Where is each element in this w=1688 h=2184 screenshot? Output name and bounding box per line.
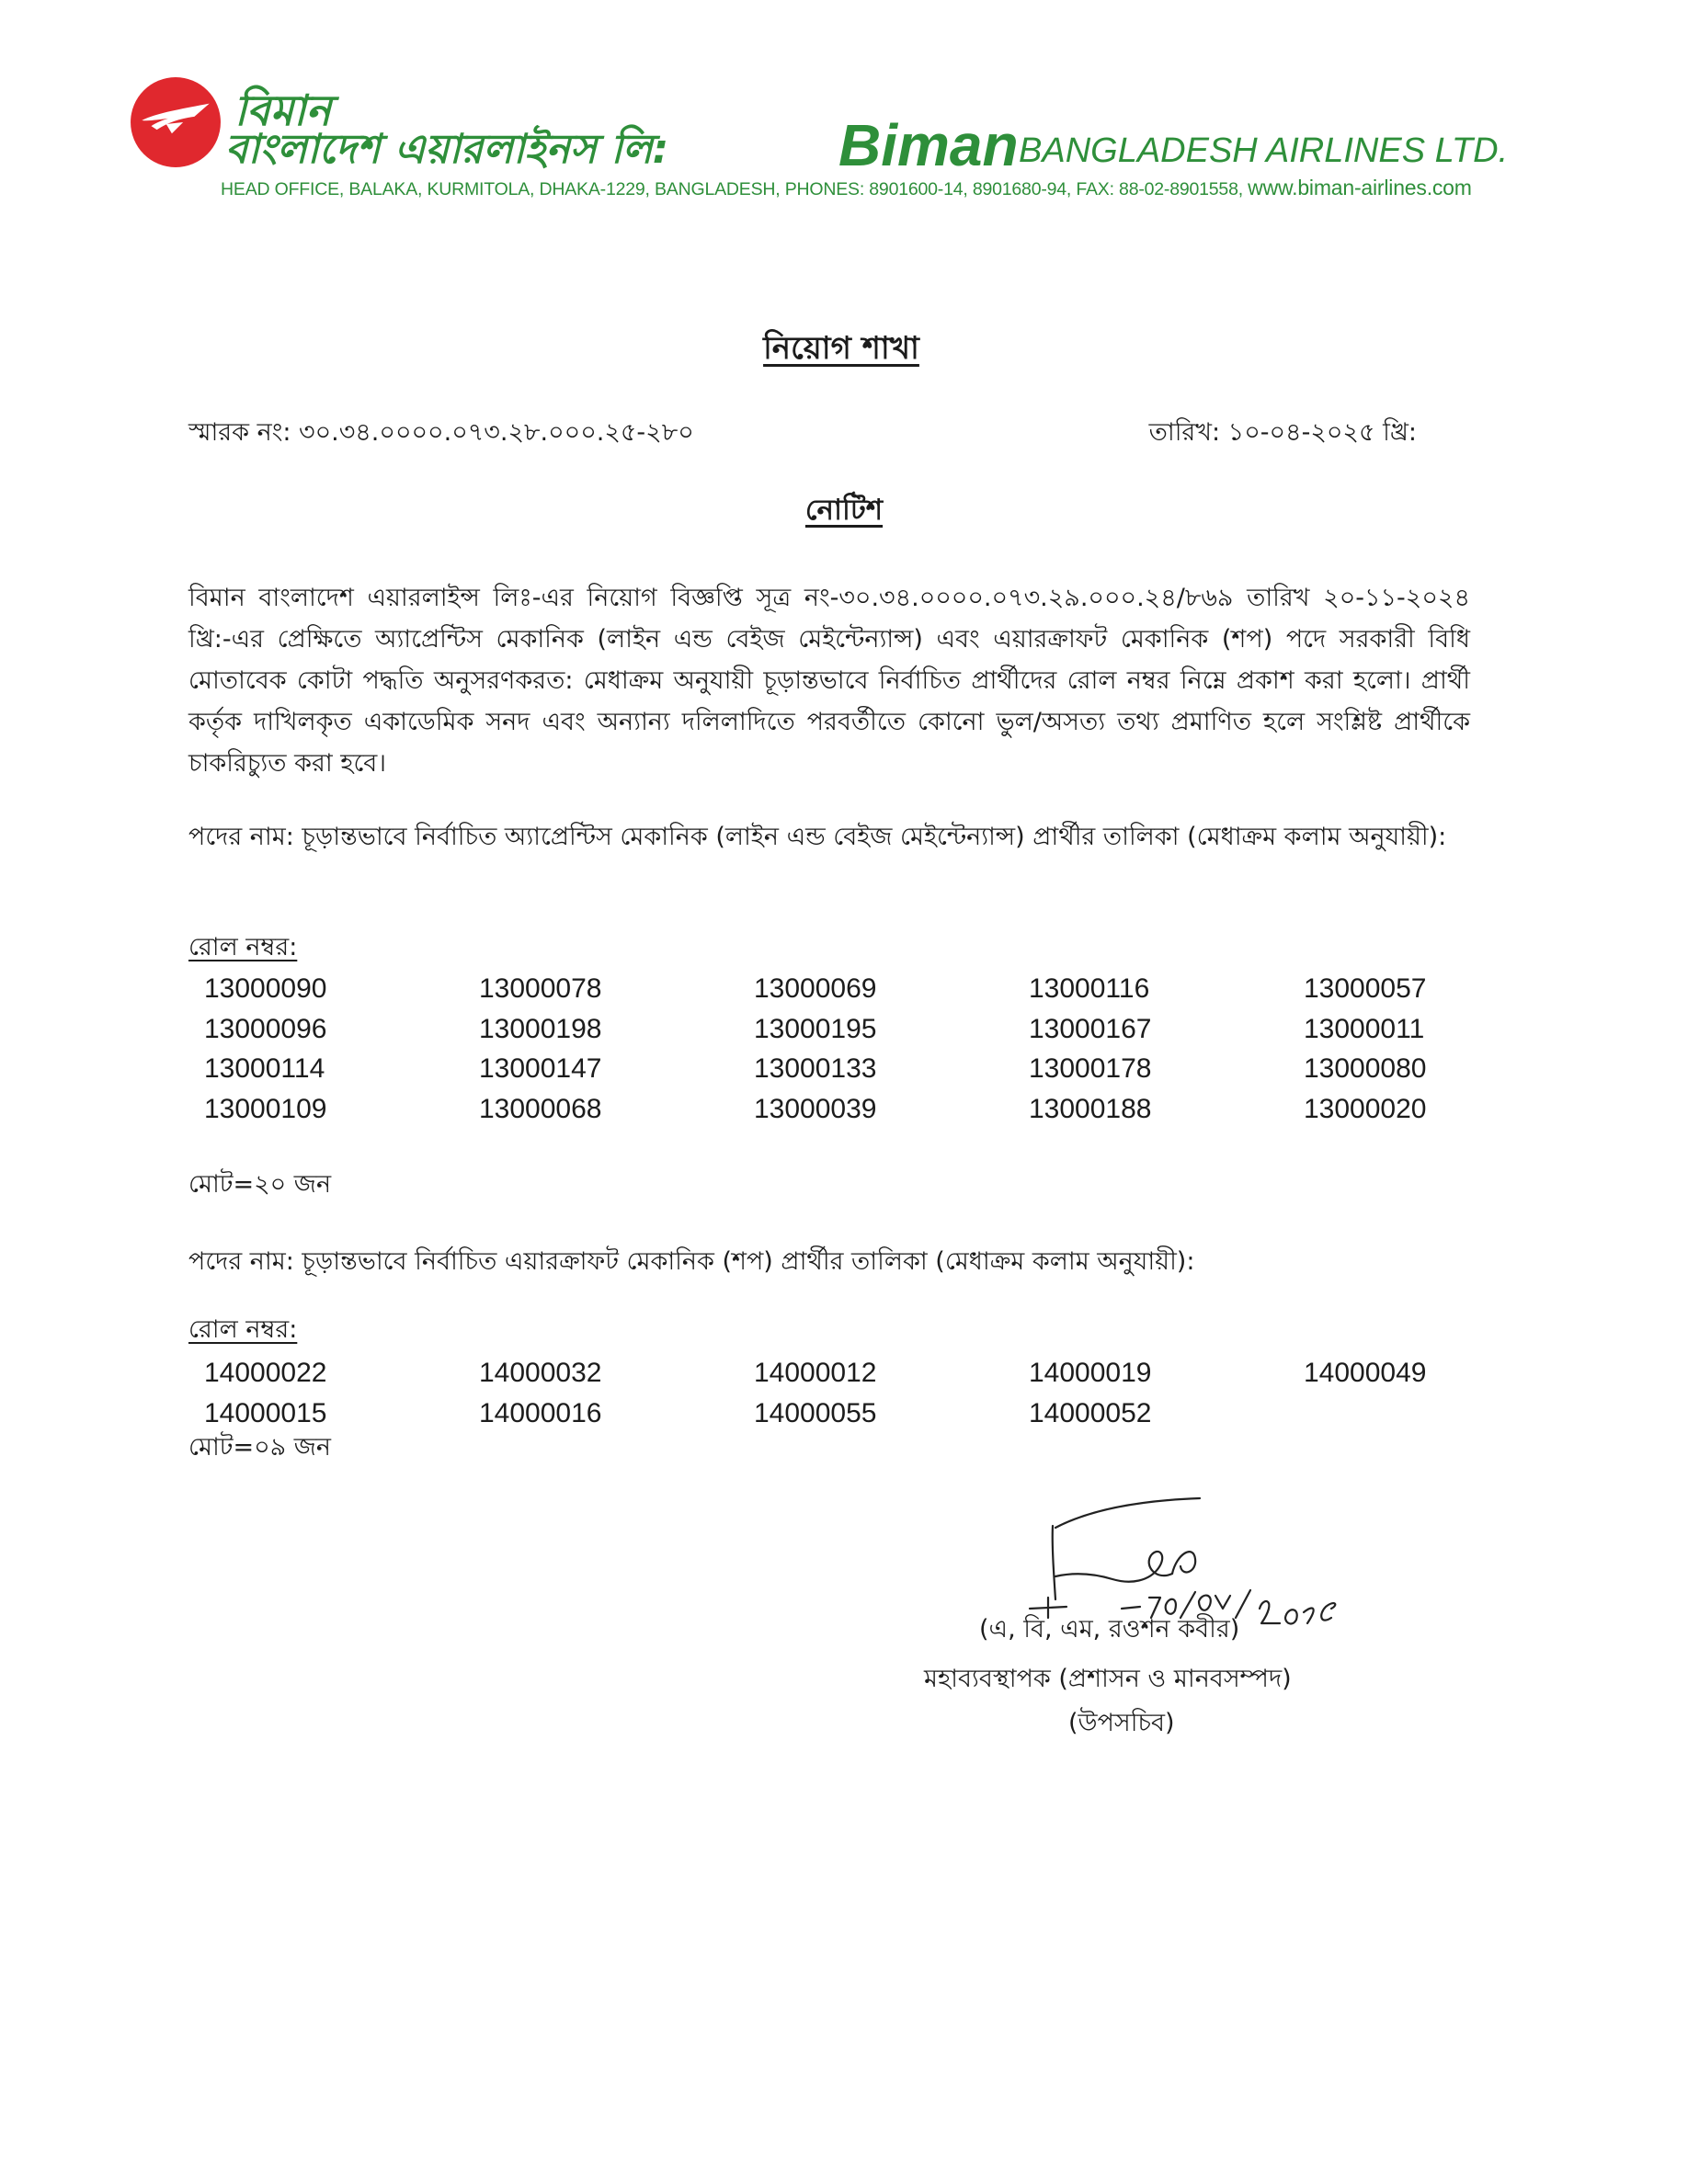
roll-number: 14000012 [754, 1358, 877, 1388]
brand-english-suffix: BANGLADESH AIRLINES LTD. [1019, 131, 1509, 170]
roll-number: 13000039 [754, 1093, 877, 1124]
roll-number: 13000069 [754, 973, 877, 1004]
memo-number: স্মারক নং: ৩০.৩৪.০০০০.০৭৩.২৮.০০০.২৫-২৮০ [188, 418, 694, 447]
roll-number: 14000052 [1029, 1397, 1152, 1428]
roll-number: 13000188 [1029, 1093, 1152, 1124]
brand-bengali-bottom: বাংলাদেশ এয়ারলাইনস লি: [225, 126, 669, 173]
brand-bengali-top: বিমান [234, 85, 332, 135]
roll-number: 13000114 [204, 1053, 325, 1084]
department-title-text: নিয়োগ শাখা [763, 330, 919, 367]
signer-name: (এ, বি, এম, রওশন কবীর) [979, 1615, 1240, 1644]
roll-number: 13000167 [1029, 1013, 1152, 1044]
biman-logo-icon [129, 75, 222, 169]
post-heading-aircraft-mechanic: পদের নাম: চূড়ান্তভাবে নির্বাচিত এয়ারক্রাফট মেকানিক (শপ) প্রার্থীর তালিকা (মেধাক্রম কলাম অনুযায়ী): [188, 1247, 1195, 1276]
roll-number: 13000133 [754, 1053, 877, 1084]
roll-number: 13000011 [1304, 1013, 1425, 1044]
roll-number: 13000020 [1304, 1093, 1427, 1124]
roll-number-label: রোল নম্বর: [188, 933, 298, 961]
signer-rank: (উপসচিব) [1068, 1709, 1175, 1737]
address-text: HEAD OFFICE, BALAKA, KURMITOLA, DHAKA-1229, BANGLADESH, PHONES: 8901600-14, 8901680-94, FAX: 88-02-8901558, [221, 179, 1243, 199]
roll-number: 13000080 [1304, 1053, 1427, 1084]
roll-number: 13000195 [754, 1013, 877, 1044]
roll-number-grid [204, 969, 1579, 1129]
roll-number: 13000090 [204, 973, 327, 1004]
website-link[interactable]: www.biman-airlines.com [1248, 176, 1472, 199]
roll-number: 13000178 [1029, 1053, 1152, 1084]
roll-number: 13000096 [204, 1013, 327, 1044]
notice-body: বিমান বাংলাদেশ এয়ারলাইন্স লিঃ-এর নিয়োগ বিজ্ঞপ্তি সূত্র নং-৩০.৩৪.০০০০.০৭৩.২৯.০০০.২৪/৮৬৯ তারিখ ২০-১১-২০২৪ খ্রি:-এর প্রেক্ষিতে অ্যাপ্রেন্টিস মেকানিক (লাইন এন্ড বেইজ মেইন্টেন্যান্স) এবং এয়ারক্রাফট মেকানিক (শপ) পদে সরকারী বিধি মোতাবেক কোটা পদ্ধতি অনুসরণকরত: মেধাক্রম অনুযায়ী চূড়ান্তভাবে নির্বাচিত প্রার্থীদের রোল নম্বর নিম্নে প্রকাশ করা হলো। প্রার্থী কর্তৃক দাখিলকৃত একাডেমিক সনদ এবং অন্যান্য দলিলাদিতে পরবর্তীতে কোনো ভুল/অসত্য তথ্য প্রমাণিত হলে সংশ্লিষ্ট প্রার্থীকে চাকরিচ্যুত করা হবে। [188, 584, 1470, 778]
roll-number: 13000109 [204, 1093, 327, 1124]
roll-number: 14000032 [479, 1358, 602, 1388]
total-count: মোট=০৯ জন [188, 1433, 332, 1462]
post-heading-apprentice-mechanic: পদের নাম: চূড়ান্তভাবে নির্বাচিত অ্যাপ্রেন্টিস মেকানিক (লাইন এন্ড বেইজ মেইন্টেন্যান্স) প্রার্থীর তালিকা (মেধাক্রম কলাম অনুযায়ী): [188, 823, 1447, 851]
signer-designation: মহাব্যবস্থাপক (প্রশাসন ও মানবসম্পদ) [924, 1665, 1292, 1693]
roll-number: 13000068 [479, 1093, 602, 1124]
roll-number: 14000055 [754, 1397, 877, 1428]
letterhead-address [221, 176, 1472, 200]
roll-number-label: রোল নম্বর: [188, 1315, 298, 1344]
roll-number: 13000057 [1304, 973, 1427, 1004]
brand-english-name: Biman [838, 112, 1019, 178]
notice-title-text: নোটিশ [804, 494, 884, 527]
roll-number-grid [204, 1353, 1579, 1433]
roll-number: 14000022 [204, 1358, 327, 1388]
roll-number: 14000019 [1029, 1358, 1152, 1388]
roll-number: 14000015 [204, 1397, 327, 1428]
roll-number: 14000016 [479, 1397, 602, 1428]
roll-number: 13000078 [479, 973, 602, 1004]
roll-number: 14000049 [1304, 1358, 1427, 1388]
department-title [0, 331, 1688, 366]
memo-date: তারিখ: ১০-০৪-২০২৫ খ্রি: [1148, 418, 1417, 447]
roll-number: 13000147 [479, 1053, 602, 1084]
notice-title [0, 493, 1688, 528]
roll-number: 13000116 [1029, 973, 1150, 1004]
roll-number: 13000198 [479, 1013, 602, 1044]
total-count: মোট=২০ জন [188, 1170, 332, 1199]
